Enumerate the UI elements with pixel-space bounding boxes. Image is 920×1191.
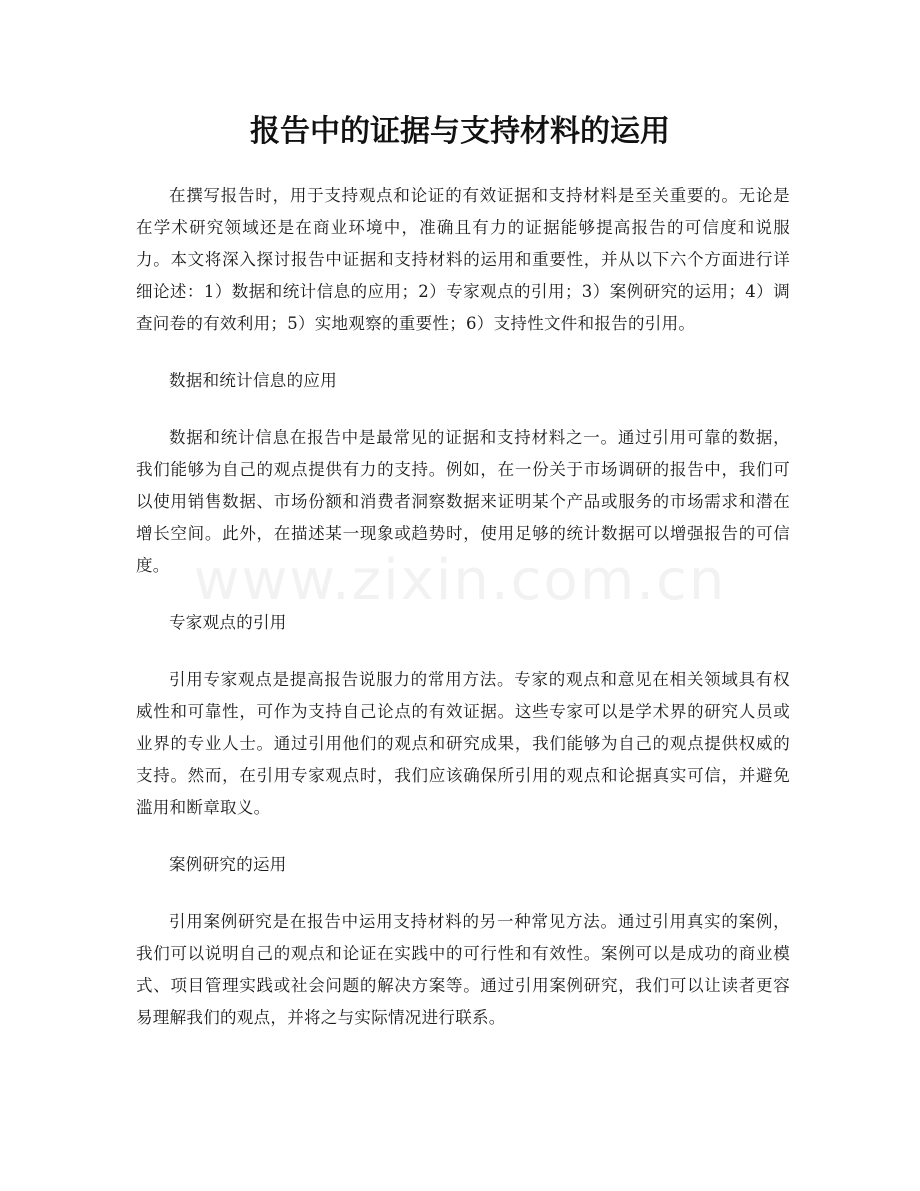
expert-opinions-paragraph: 引用专家观点是提高报告说服力的常用方法。专家的观点和意见在相关领域具有权威性和可靠性，可作为支持自己论点的有效证据。这些专家可以是学术界的研究人员或业界的专业人士。通过引用他们的观点和研究成果，我们能够为自己的观点提供权威的支持。然而，在引用专家观点时，我们应该确保所引用的观点和论据真实可信，并避免滥用和断章取义。 — [136, 670, 790, 817]
case-studies-paragraph: 引用案例研究是在报告中运用支持材料的另一种常见方法。通过引用真实的案例，我们可以说明自己的观点和论证在实践中的可行性和有效性。案例可以是成功的商业模式、项目管理实践或社会问题的解决方案等。通过引用案例研究，我们可以让读者更容易理解我们的观点，并将之与实际情况进行联系。 — [136, 912, 790, 1027]
document-body — [136, 180, 790, 1059]
intro-paragraph: 在撰写报告时，用于支持观点和论证的有效证据和支持材料是至关重要的。无论是在学术研究领域还是在商业环境中，准确且有力的证据能够提高报告的可信度和说服力。本文将深入探讨报告中证据和支持材料的运用和重要性，并从以下六个方面进行详细论述：1）数据和统计信息的应用；2）专家观点的引用；3）案例研究的运用；4）调查问卷的有效利用；5）实地观察的重要性；6）支持性文件和报告的引用。 — [136, 186, 790, 333]
section-heading-case-studies: 案例研究的运用 — [169, 855, 287, 874]
section-heading-data-statistics: 数据和统计信息的应用 — [169, 371, 337, 390]
data-statistics-paragraph: 数据和统计信息在报告中是最常见的证据和支持材料之一。通过引用可靠的数据，我们能够为自己的观点提供有力的支持。例如，在一份关于市场调研的报告中，我们可以使用销售数据、市场份额和消费者洞察数据来证明某个产品或服务的市场需求和潜在增长空间。此外，在描述某一现象或趋势时，使用足够的统计数据可以增强报告的可信度。 — [136, 428, 790, 575]
watermark: www.zixin.com.cn — [193, 548, 727, 613]
document-title: 报告中的证据与支持材料的运用 — [250, 114, 670, 149]
section-heading-expert-opinions: 专家观点的引用 — [169, 613, 287, 632]
